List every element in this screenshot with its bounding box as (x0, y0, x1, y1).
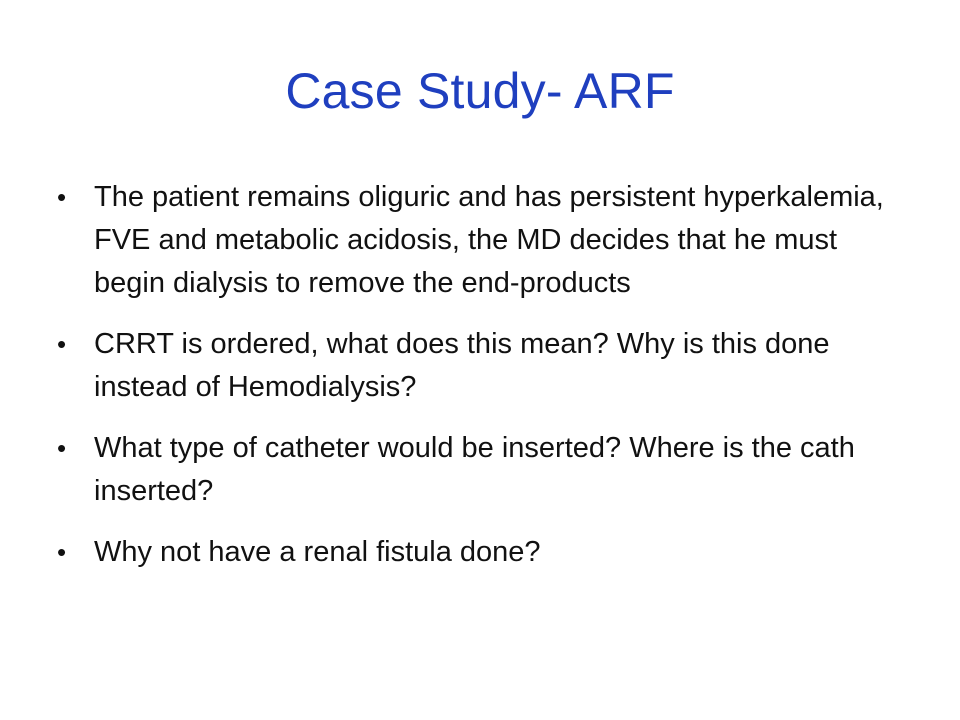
bullet-list (57, 176, 887, 574)
bullet-text: CRRT is ordered, what does this mean? Why is this done instead of Hemodialysis? (94, 328, 830, 403)
bullet-item (57, 176, 887, 305)
bullet-item (57, 531, 887, 574)
bullet-dot-icon: • (57, 182, 67, 212)
bullet-text: The patient remains oliguric and has persistent hyperkalemia, FVE and metabolic acidosis, the MD decides that he must begin dialysis to remove the end-products (94, 181, 884, 299)
bullet-text: What type of catheter would be inserted? Where is the cath inserted? (94, 432, 855, 507)
bullet-item (57, 323, 887, 409)
bullet-dot-icon: • (57, 433, 67, 463)
slide-title: Case Study- ARF (285, 63, 675, 119)
bullet-item (57, 427, 887, 513)
bullet-text: Why not have a renal fistula done? (94, 536, 541, 568)
bullet-dot-icon: • (57, 537, 67, 567)
bullet-dot-icon: • (57, 329, 67, 359)
